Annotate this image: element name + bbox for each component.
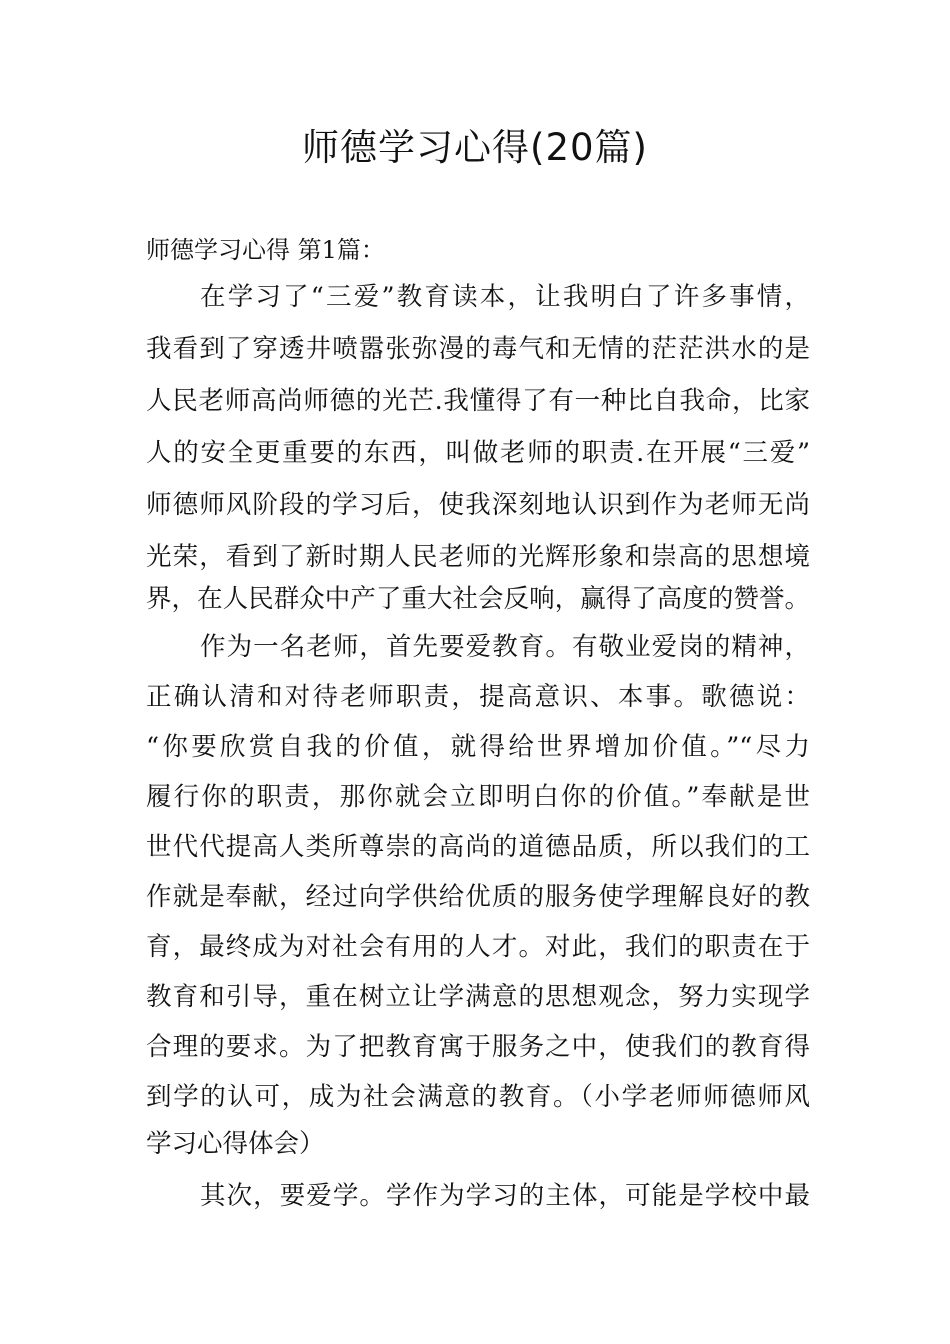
paragraph-1-line-4: 人的安全更重要的东西，叫做老师的职责.在开展“三爱” [146, 438, 810, 468]
paragraph-2-line-8: 教育和引导，重在树立让学满意的思想观念，努力实现学 [146, 982, 810, 1012]
paragraph-2-line-6: 作就是奉献，经过向学供给优质的服务使学理解良好的教 [146, 882, 810, 912]
paragraph-3-line-1: 其次，要爱学。学作为学习的主体，可能是学校中最 [200, 1181, 810, 1211]
paragraph-2-line-7: 育，最终成为对社会有用的人才。对此，我们的职责在于 [146, 932, 810, 962]
paragraph-2-line-1: 作为一名老师，首先要爱教育。有敬业爱岗的精神， [200, 632, 810, 662]
paragraph-1-line-2: 我看到了穿透井喷嚣张弥漫的毒气和无情的茫茫洪水的是 [146, 334, 810, 364]
paragraph-1-line-5: 师德师风阶段的学习后，使我深刻地认识到作为老师无尚 [146, 490, 810, 520]
section-heading: 师德学习心得 第1篇： [146, 236, 385, 264]
paragraph-2-line-5: 世代代提高人类所尊崇的高尚的道德品质，所以我们的工 [146, 832, 810, 862]
paragraph-1-line-1: 在学习了“三爱”教育读本，让我明白了许多事情， [200, 282, 810, 312]
paragraph-2-line-11: 学习心得体会） [146, 1129, 325, 1159]
paragraph-1-line-7: 界，在人民群众中产了重大社会反响，赢得了高度的赞誉。 [146, 584, 810, 614]
paragraph-2-line-2: 正确认清和对待老师职责，提高意识、本事。歌德说： [146, 682, 810, 712]
paragraph-2-line-10: 到学的认可，成为社会满意的教育。（小学老师师德师风 [146, 1082, 810, 1112]
paragraph-1-line-3: 人民老师高尚师德的光芒.我懂得了有一种比自我命，比家 [146, 386, 810, 416]
paragraph-2-line-9: 合理的要求。为了把教育寓于服务之中，使我们的教育得 [146, 1032, 810, 1062]
paragraph-2-line-4: 履行你的职责，那你就会立即明白你的价值。”奉献是世 [146, 782, 810, 812]
document-title: 师德学习心得(20篇) [302, 126, 648, 169]
paragraph-2-line-3: “你要欣赏自我的价值，就得给世界增加价值。”“尽力 [146, 732, 810, 762]
paragraph-1-line-6: 光荣，看到了新时期人民老师的光辉形象和崇高的思想境 [146, 542, 810, 572]
